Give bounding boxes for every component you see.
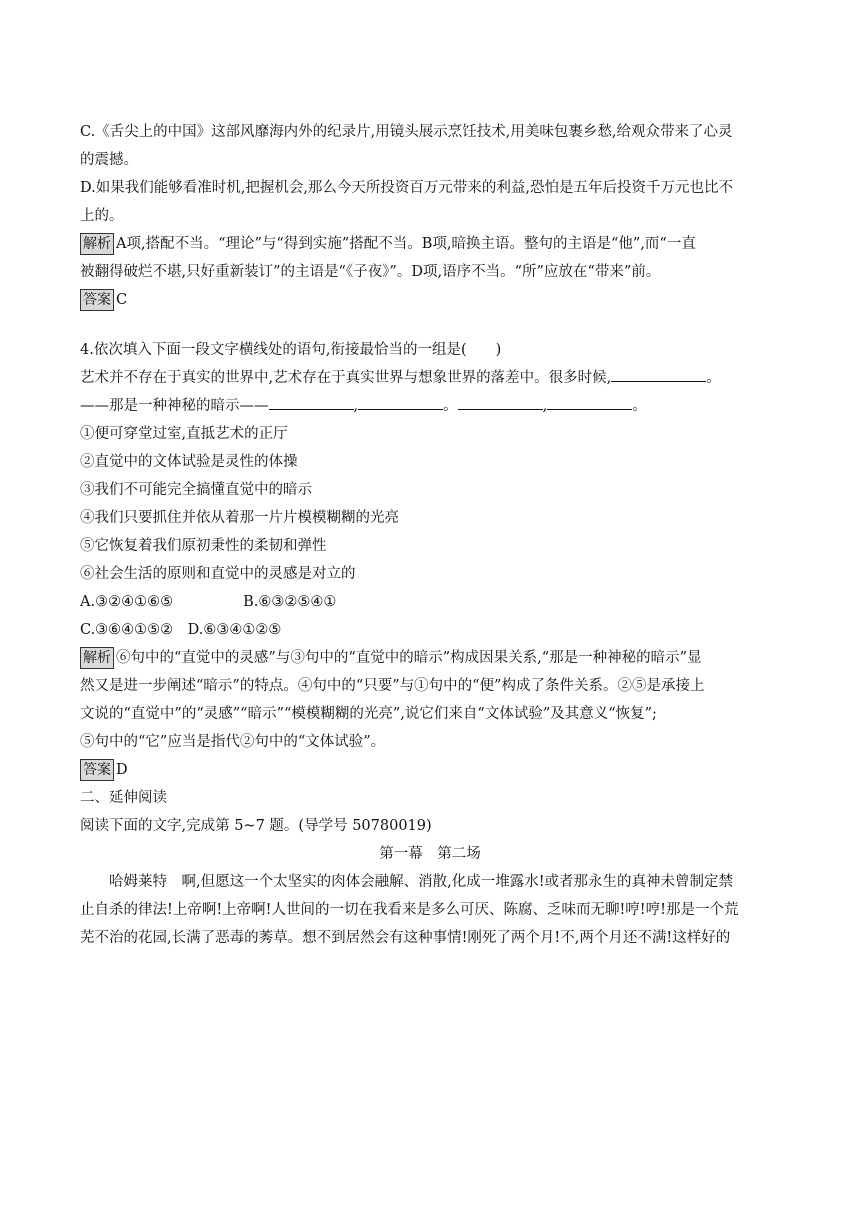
choice-b: B.⑥③②⑤④①	[243, 594, 337, 610]
scene-title: 第一幕 第二场	[379, 846, 481, 862]
punct-comma: ,	[353, 398, 359, 414]
q4-choices-cd: C.③⑥④①⑤② D.⑥③④①②⑤	[80, 622, 282, 638]
speech-line-2: 止自杀的律法!上帝啊!上帝啊!人世间的一切在我看来是多么可厌、陈腐、乏味而无聊!哼!哼!那是一个荒	[80, 902, 739, 918]
punct-period: 。	[632, 398, 647, 414]
q3-analysis-line-2: 被翻得破烂不堪,只好重新装订”的主语是“《子夜》”。D项,语序不当。“所”应放在“带来”前。	[80, 264, 661, 280]
q4-analysis-line-4: ⑤句中的“它”应当是指代②句中的“文体试验”。	[80, 734, 386, 750]
q4-item: ②直觉中的文体试验是灵性的体操	[80, 454, 298, 470]
punct-comma: ,	[542, 398, 548, 414]
answer-tag: 答案	[80, 759, 114, 781]
reading-instruction: 阅读下面的文字,完成第 5~7 题。(导学号 50780019)	[80, 818, 432, 834]
q4-choices-ab	[80, 588, 780, 616]
q4-item: ③我们不可能完全搞懂直觉中的暗示	[80, 482, 312, 498]
q4-item: ⑤它恢复着我们原初秉性的柔韧和弹性	[80, 538, 327, 554]
q4-answer-value: D	[116, 762, 128, 778]
q4-question: 4.依次填入下面一段文字横线处的语句,衔接最恰当的一组是( )	[80, 342, 502, 358]
q3-option-c-line-1: C.《舌尖上的中国》这部风靡海内外的纪录片,用镜头展示烹饪技术,用美味包裹乡愁,给观众带来了心灵	[80, 124, 733, 140]
q4-passage-line-1	[80, 364, 780, 392]
q4-passage-line-2	[80, 392, 780, 420]
q4-passage-text-1: 艺术并不存在于真实的世界中,艺术存在于真实世界与想象世界的落差中。很多时候,	[80, 370, 612, 386]
q3-option-d-line-2: 上的。	[80, 208, 124, 224]
q4-analysis-line-2: 然又是进一步阐述“暗示”的特点。④句中的“只要”与①句中的“便”构成了条件关系。②⑤是承接上	[80, 678, 705, 694]
q4-item: ④我们只要抓住并依从着那一片片模模糊糊的光亮	[80, 510, 399, 526]
q3-option-d-line-1: D.如果我们能够看准时机,把握机会,那么今天所投资百万元带来的利益,恐怕是五年后投资千万元也比不	[80, 180, 734, 196]
choice-a: A.③②④①⑥⑤	[80, 594, 174, 610]
section-heading: 二、延伸阅读	[80, 790, 167, 806]
analysis-tag: 解析	[80, 233, 114, 255]
analysis-tag: 解析	[80, 647, 114, 669]
q3-analysis-line-1	[80, 230, 780, 258]
q3-analysis-text: A项,搭配不当。“理论”与“得到实施”搭配不当。B项,暗换主语。整句的主语是“他”,而“一直	[116, 236, 696, 252]
q3-option-c-line-2: 的震撼。	[80, 152, 138, 168]
answer-blank	[358, 395, 443, 410]
q4-analysis-line-3: 文说的“直觉中”的“灵感”“暗示”“模模糊糊的光亮”,说它们来自“文体试验”及其意义“恢复”;	[80, 706, 657, 722]
q4-item: ①便可穿堂过室,直抵艺术的正厅	[80, 426, 288, 442]
answer-blank	[611, 367, 706, 382]
speech-line-3: 芜不治的花园,长满了恶毒的莠草。想不到居然会有这种事情!刚死了两个月!不,两个月还不满!这样好的	[80, 930, 731, 946]
q4-passage-end: 。	[706, 370, 721, 386]
q4-passage-text-2: ——那是一种神秘的暗示——	[80, 398, 269, 414]
q4-answer-line	[80, 756, 780, 784]
speech-line-1: 哈姆莱特 啊,但愿这一个太坚实的肉体会融解、消散,化成一堆露水!或者那永生的真神未曾制定禁	[109, 874, 734, 890]
q3-answer-line	[80, 286, 780, 314]
answer-blank	[458, 395, 543, 410]
document-content	[80, 118, 780, 952]
q3-answer-value: C	[116, 292, 128, 308]
q4-item: ⑥社会生活的原则和直觉中的灵感是对立的	[80, 566, 356, 582]
answer-blank	[547, 395, 632, 410]
q4-analysis-text: ⑥句中的“直觉中的灵感”与③句中的“直觉中的暗示”构成因果关系,“那是一种神秘的暗示”显	[116, 650, 702, 666]
q4-analysis-line-1	[80, 644, 780, 672]
punct-period: 。	[443, 398, 458, 414]
answer-blank	[269, 395, 354, 410]
answer-tag: 答案	[80, 289, 114, 311]
